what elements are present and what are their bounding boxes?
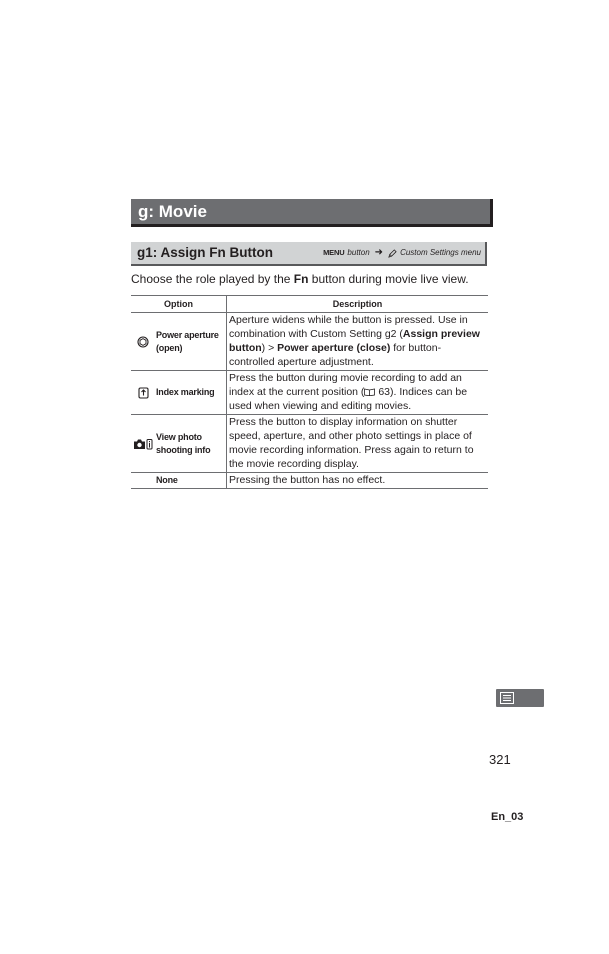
fn-key: Fn	[293, 272, 309, 286]
option-description: Aperture widens while the button is pressed. Use in combination with Custom Setting g2 (Assign preview button) > Power aperture (close) for button-controlled aperture adjustment.	[227, 313, 489, 371]
page-number: 321	[489, 752, 511, 767]
table-row	[131, 415, 488, 473]
description-header: Description	[227, 296, 489, 313]
option-name: View photo shooting info	[155, 415, 227, 473]
option-description: Press the button to display information on shutter speed, aperture, and other photo settings in place of movie recording information. Press again to return to the movie recording display.	[227, 415, 489, 473]
option-header: Option	[131, 296, 227, 313]
option-name: Index marking	[155, 371, 227, 415]
table-row	[131, 371, 488, 415]
pencil-icon	[388, 249, 397, 258]
subsection-title: g1: Assign Fn Button	[137, 245, 273, 260]
custom-settings-menu-label: Custom Settings menu	[400, 248, 481, 257]
options-table	[131, 295, 488, 489]
arrow-icon: ➜	[374, 247, 384, 258]
table-row	[131, 473, 488, 489]
footer-code: En_03	[491, 811, 524, 823]
table-row	[131, 313, 488, 371]
menu-word: MENU	[323, 248, 345, 257]
option-name: None	[155, 473, 227, 489]
section-tab-marker	[496, 689, 544, 707]
button-word: button	[347, 248, 370, 257]
menu-path	[323, 242, 481, 264]
option-name: Power aperture (open)	[155, 313, 227, 371]
section-title-bar	[131, 199, 493, 227]
option-description: Pressing the button has no effect.	[227, 473, 489, 489]
custom-settings-tab-icon	[500, 692, 514, 704]
section-title: g: Movie	[138, 202, 207, 221]
book-reference-icon	[364, 388, 375, 396]
camera-info-icon	[133, 438, 153, 450]
index-marking-icon	[138, 387, 149, 399]
subsection-header	[131, 242, 487, 266]
intro-text: Choose the role played by the Fn button during movie live view.	[131, 272, 469, 286]
option-description: Press the button during movie recording to add an index at the current position ( 63). Indices can be used when viewing and editing movies.	[227, 371, 489, 415]
aperture-open-icon	[137, 336, 149, 348]
